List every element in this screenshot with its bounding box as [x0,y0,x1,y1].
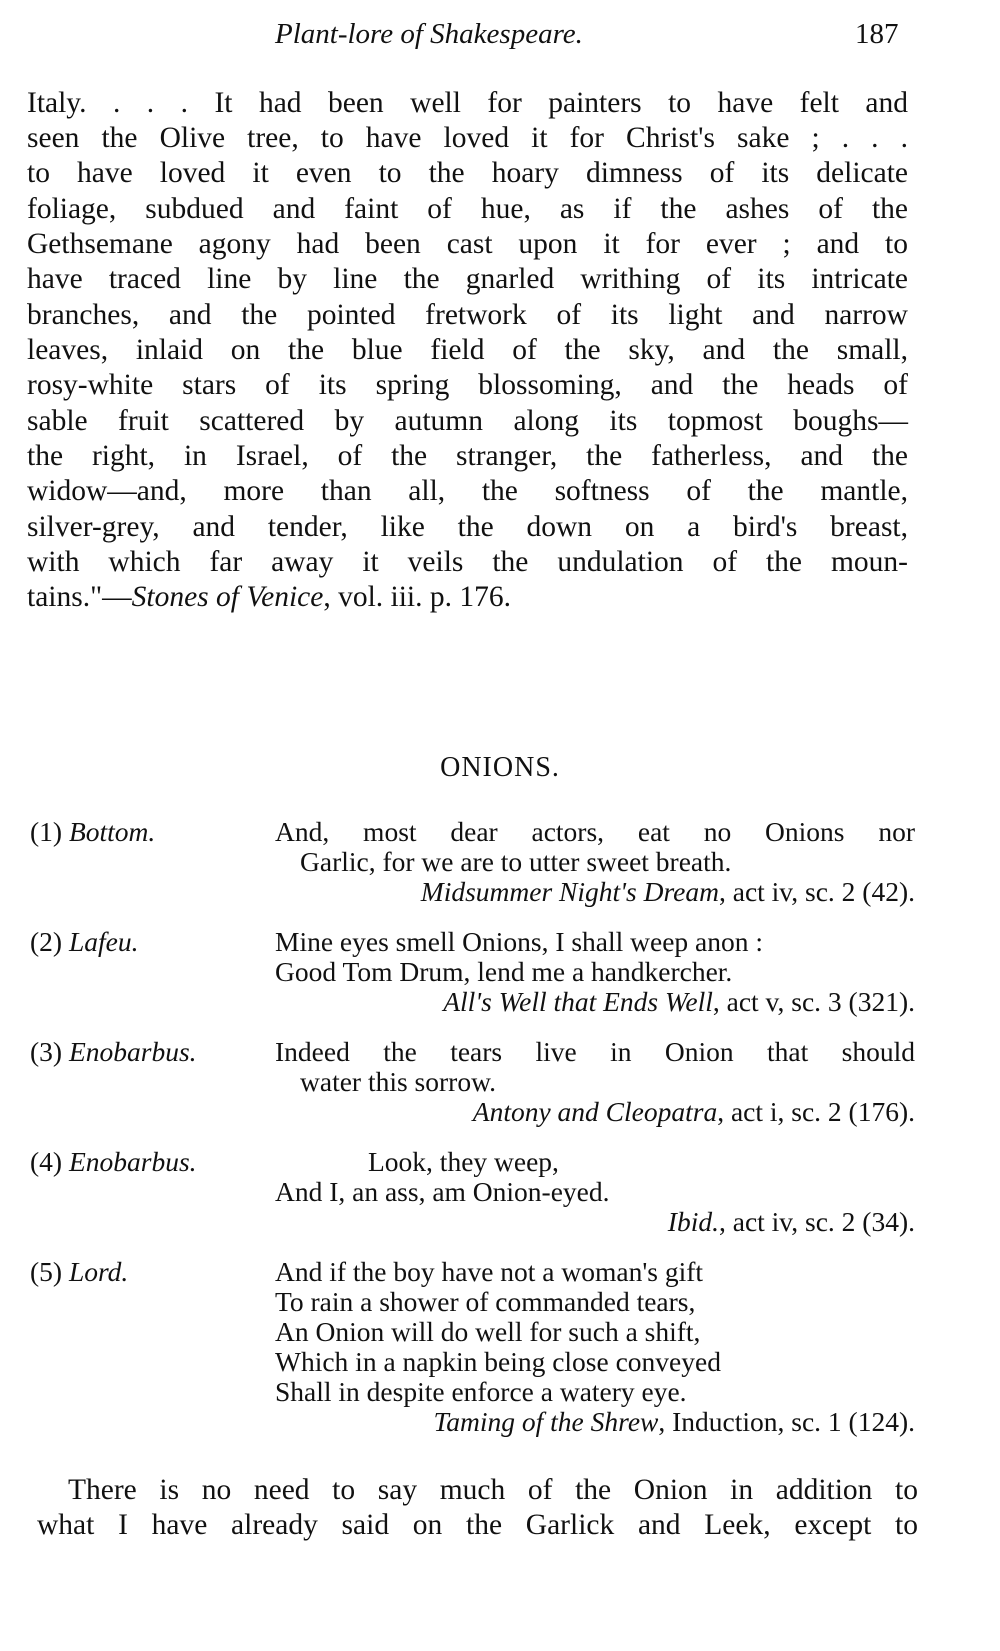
passage-line: leaves, inlaid on the blue field of the sky, and the small, [27,334,908,366]
passage-line: seen the Olive tree, to have loved it for Christ's sake ; . . . [27,122,908,154]
quote-line: Good Tom Drum, lend me a handkercher. [275,956,733,987]
quote-line: water this sorrow. [300,1066,497,1097]
passage-line: sable fruit scattered by autumn along its topmost boughs— [27,405,908,437]
passage-line: Italy. . . . It had been well for painters to have felt and [27,87,908,119]
quote-speaker: (4) Enobarbus. [30,1146,197,1177]
quote-line: Look, they weep, [368,1146,559,1177]
source-title: Stones of Venice [131,581,324,613]
passage-line: to have loved it even to the hoary dimness of its delicate [27,157,908,189]
passage-line: the right, in Israel, of the stranger, the fatherless, and the [27,440,908,472]
quote-line: Mine eyes smell Onions, I shall weep anon : [275,926,764,957]
running-title-text: Plant-lore of Shakespeare. [275,18,583,50]
quote-speaker: (2) Lafeu. [30,926,139,957]
passage-line: branches, and the pointed fretwork of its light and narrow [27,299,908,331]
passage-line: have traced line by line the gnarled writhing of its intricate [27,263,908,295]
section-heading: ONIONS. [440,752,560,783]
quote-citation: All's Well that Ends Well, act v, sc. 3 (321). [443,986,915,1017]
quote-line: And I, an ass, am Onion-eyed. [275,1176,610,1207]
passage-line: silver-grey, and tender, like the down on a bird's breast, [27,511,908,543]
closing-line: There is no need to say much of the Onion in addition to [68,1474,918,1506]
quote-line: And, most dear actors, eat no Onions nor [275,816,915,847]
passage-last-line [27,580,908,615]
quote-citation: Ibid., act iv, sc. 2 (34). [667,1206,915,1237]
page-number: 187 [855,18,899,50]
passage-line: Gethsemane agony had been cast upon it for ever ; and to [27,228,908,260]
quote-speaker: (5) Lord. [30,1256,129,1287]
passage-line: with which far away it veils the undulation of the moun- [27,546,908,578]
quote-line: Shall in despite enforce a watery eye. [275,1376,687,1407]
running-title [275,18,583,51]
quote-speaker: (1) Bottom. [30,816,156,847]
quote-line: And if the boy have not a woman's gift [275,1256,704,1287]
quote-citation: Midsummer Night's Dream, act iv, sc. 2 (42). [420,876,915,907]
quote-line: To rain a shower of commanded tears, [275,1286,696,1317]
passage-line: rosy-white stars of its spring blossoming, and the heads of [27,369,908,401]
closing-line: what I have already said on the Garlick and Leek, except to [37,1509,918,1541]
quote-speaker: (3) Enobarbus. [30,1036,197,1067]
passage-line: widow—and, more than all, the softness of the mantle, [27,475,908,507]
quote-line: Which in a napkin being close conveyed [275,1346,721,1377]
passage-line: foliage, subdued and faint of hue, as if the ashes of the [27,193,908,225]
quote-line: An Onion will do well for such a shift, [275,1316,701,1347]
quote-line: Indeed the tears live in Onion that should [275,1036,915,1067]
quote-line: Garlic, for we are to utter sweet breath. [300,846,732,877]
quote-citation: Taming of the Shrew, Induction, sc. 1 (124). [433,1406,915,1437]
source-ref: , vol. iii. p. 176. [323,581,512,613]
quote-citation: Antony and Cleopatra, act i, sc. 2 (176). [472,1096,915,1127]
passage-text: tains."— [27,581,132,613]
